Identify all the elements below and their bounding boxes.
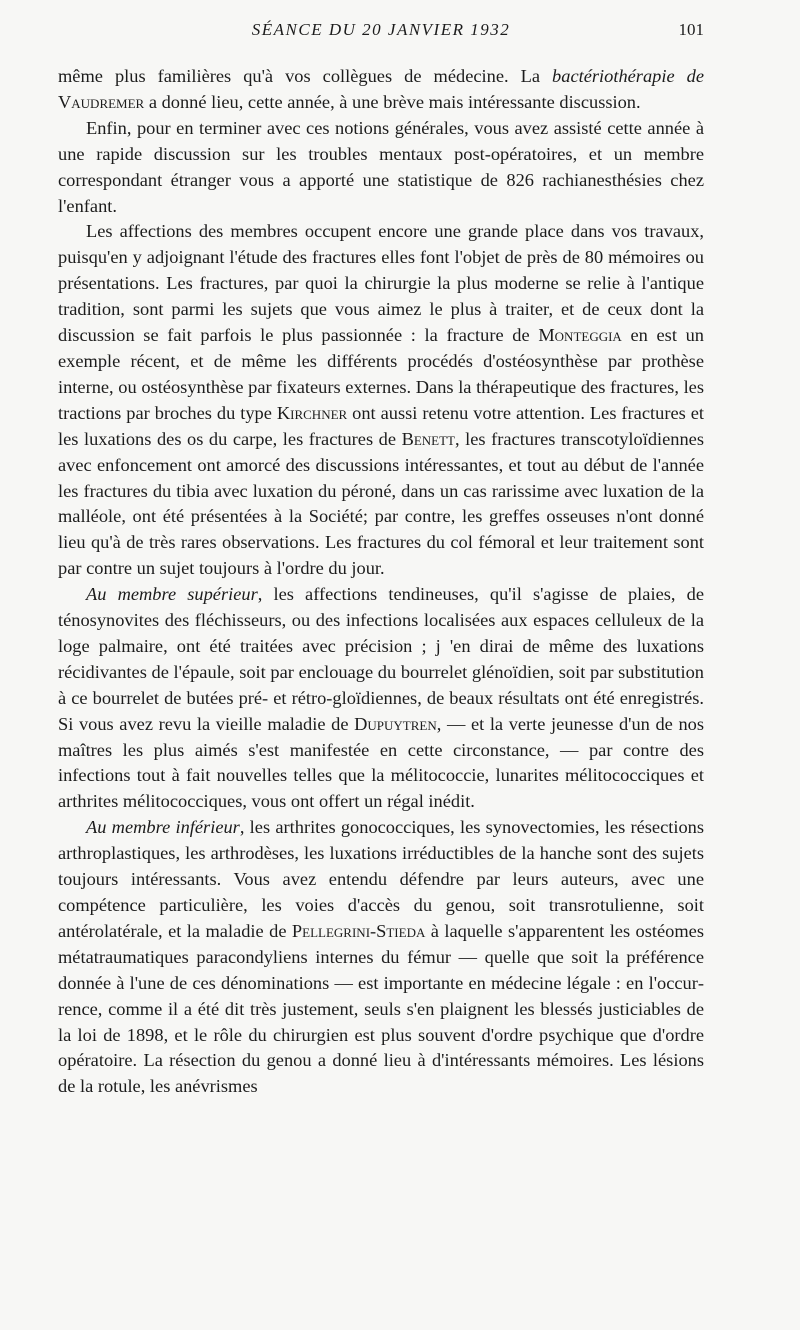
italic-phrase: Au membre inférieur [86, 817, 240, 838]
text-run: , les fractures transcotyloïdiennes avec enfoncement ont amorcé des discussions intéressantes, et tout au début de l'année les fractures du tibia avec luxation du péroné, dans un cas rarissime avec luxation de la malléole, ont été présentées à la Société; par contre, les greffes osseuses n'ont donné lieu qu'à de très rares observations. Les fractures du col fémoral et leur traitement sont par contre un sujet toujours à l'ordre du jour. [58, 428, 704, 579]
page-number: 101 [678, 20, 704, 39]
author-name: Kirchner [276, 402, 348, 423]
running-head [58, 18, 704, 48]
paragraph [58, 116, 704, 220]
author-name: Monteggia [538, 325, 622, 346]
text-run: , les arthrites gonococciques, les synovectomies, les résections arthroplastiques, les arthrodèses, les luxations irréductibles de la hanche sont des sujets toujours intéressants. Vous avez entendu défendre par leurs auteurs, avec une compétence particulière, les voies d'accès du genou, soit transrotulienne, soit antérolatérale, et la maladie de [58, 817, 705, 941]
paragraph [58, 64, 704, 116]
paragraph [58, 582, 704, 815]
running-title: SÉANCE DU 20 JANVIER 1932 [251, 20, 511, 39]
book-page [58, 18, 704, 1318]
text-run: Les affections des membres occupent encore une grande place dans vos travaux, puisqu'en y adjoignant l'étude des fractures elles font l'objet de près de 80 mémoires ou présentations. Les fractures, par quoi la chirurgie la plus moderne se relie à l'antique tradition, sont parmi les sujets que vous aimez le plus à traiter, et de ceux dont la discussion se fait parfois le plus passionnée : la fracture de [58, 221, 704, 346]
author-name: Vaudremer [58, 91, 145, 112]
paragraph [58, 815, 704, 1100]
italic-phrase: bactériothérapie de [552, 66, 705, 86]
text-run: à laquelle s'apparentent les ostéomes métatraumatiques paracondyliens internes du fémur — quelle que soit la préférence donnée à l'une de ces dénominations — est importante en médecine légale : en l'occurrence, comme il a été dit très justement, seuls s'en plaignent les blessés justiciables de la loi de 1898, et le rôle du chirurgien est plus souvent d'ordre psychique que d'ordre opératoire. La résection du genou a donné lieu à d'intéressants mémoires. Les lésions de la rotule, les anévrismes [58, 920, 705, 1097]
text-run: même plus familières qu'à vos collègues de médecine. La [58, 66, 553, 86]
author-name: Pellegrini-Stieda [291, 920, 426, 941]
italic-phrase: Au membre supérieur [86, 584, 258, 605]
text-run: en est un exemple récent, et de même les différents procédés d'ostéosynthèse par prothèse interne, ou ostéosynthèse par fixateurs externes. Dans la thérapeutique des fractures, les tractions par broches du type [58, 325, 704, 423]
paragraph [58, 219, 704, 582]
text-run: , — et la verte jeunesse d'un de nos maîtres les plus aimés s'est manifestée en cette circonstance, — par contre des infections tout à fait nouvelles telles que la mélitococcie, lunarites mélitococciques et arthrites mélitococciques, vous ont offert un régal inédit. [58, 713, 704, 812]
text-run: ont aussi retenu votre attention. Les fractures et les luxations des os du carpe, les fractures de [58, 402, 704, 449]
text-run: a donné lieu, cette année, à une brève mais intéressante discussion. [144, 91, 641, 112]
author-name: Benett [401, 428, 455, 449]
body-text [58, 64, 704, 1100]
author-name: Dupuytren [354, 713, 437, 734]
text-run: Enfin, pour en terminer avec ces notions générales, vous avez assisté cette année à une rapide discussion sur les troubles mentaux post-opératoires, et un membre correspondant étranger vous a apporté une statistique de 826 rachianesthésies chez l'enfant. [58, 117, 704, 216]
text-run: , les affections tendineuses, qu'il s'agisse de plaies, de ténosynovites des fléchisseurs, ou des infections localisées aux espaces celluleux de la loge palmaire, ont été traitées avec précision ; j 'en dirai de même des luxations récidivantes de l'épaule, soit par enclouage du bourrelet glénoïdien, soit par substitution à ce bourrelet de butées pré- et rétro-gloïdiennes, de beaux résultats ont été enregistrés. Si vous avez revu la vieille maladie de [58, 584, 704, 734]
